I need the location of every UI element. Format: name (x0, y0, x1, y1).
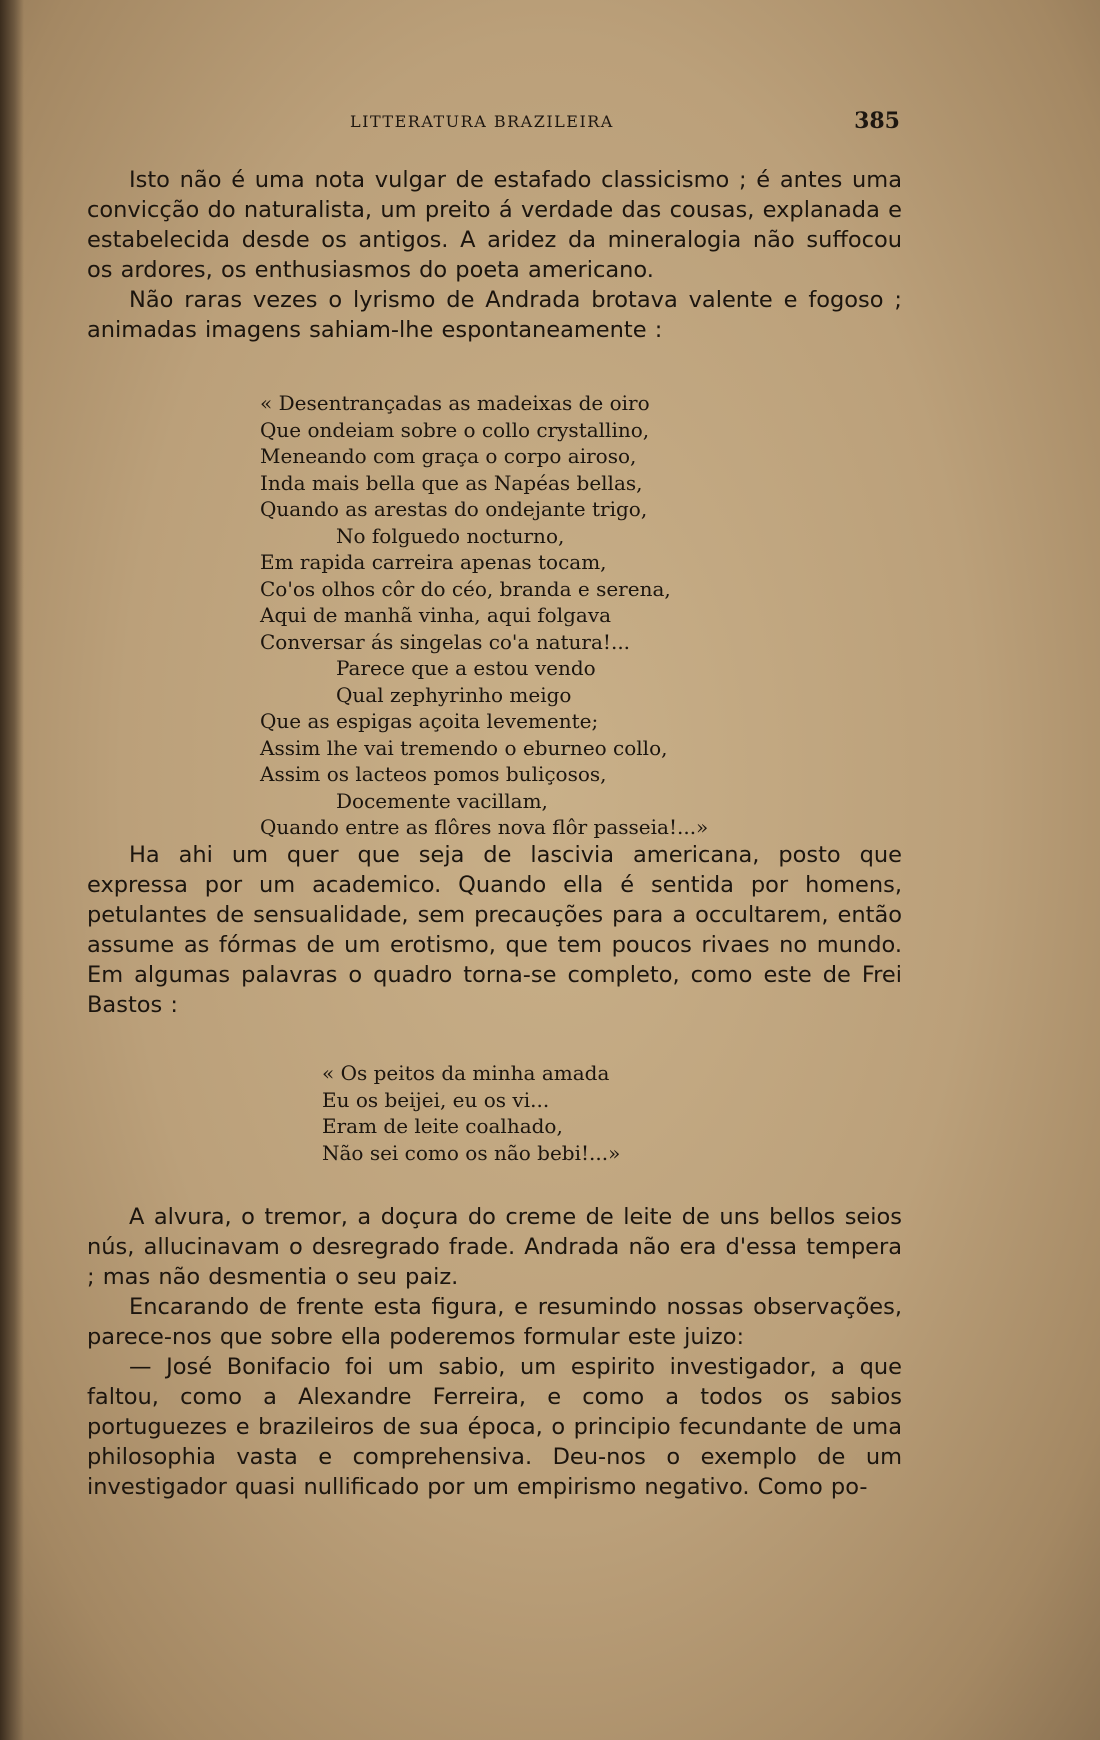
running-title: LITTERATURA BRAZILEIRA (350, 112, 614, 131)
verse-line: « Os peitos da minha amada (322, 1061, 610, 1085)
verse-line: Qual zephyrinho meigo (336, 682, 572, 707)
paragraph-1: Isto não é uma nota vulgar de estafado classicismo ; é antes uma convicção do naturalista, um preito á verdade das cousas, explanada e estabelecida desde os antigos. A aridez da mineralogia não suffocou os ardores, os enthusiasmos do poeta americano. (87, 167, 902, 283)
verse-line: Não sei como os não bebi!...» (322, 1140, 621, 1165)
verse-line: Que ondeiam sobre o collo crystallino, (260, 417, 650, 442)
page-edge-shadow (0, 0, 24, 1740)
paragraph-4: A alvura, o tremor, a doçura do creme de leite de uns bellos seios nús, allucinavam o desregrado frade. Andrada não era d'essa tempera ; mas não desmentia o seu paiz. (87, 1204, 902, 1290)
prose-block-2 (87, 840, 902, 1020)
verse-line: Eu os beijei, eu os vi... (322, 1087, 550, 1112)
verse-line: Docemente vacillam, (336, 788, 548, 813)
paragraph-2: Não raras vezes o lyrismo de Andrada brotava valente e fogoso ; animadas imagens sahiam-lhe espontaneamente : (87, 287, 902, 343)
verse-line: Em rapida carreira apenas tocam, (260, 550, 607, 574)
paragraph-3: Ha ahi um quer que seja de lascivia americana, posto que expressa por um academico. Quando ella é sentida por homens, petulantes de sensualidade, sem precauções para a occultarem, então assume as fórmas de um erotismo, que tem poucos rivaes no mundo. Em algumas palavras o quadro torna-se completo, como este de Frei Bastos : (87, 842, 902, 1018)
prose-block-3 (87, 1202, 902, 1502)
page-header (88, 108, 900, 142)
verse-quote-andrada (260, 390, 708, 841)
verse-line: « Desentrançadas as madeixas de oiro (260, 391, 650, 415)
verse-line: Co'os olhos côr do céo, branda e serena, (260, 576, 671, 601)
verse-line: Inda mais bella que as Napéas bellas, (260, 470, 643, 495)
verse-line: Quando entre as flôres nova flôr passeia!...» (260, 815, 709, 839)
verse-line: Aqui de manhã vinha, aqui folgava (260, 603, 612, 627)
verse-line: Assim lhe vai tremendo o eburneo collo, (260, 735, 668, 760)
prose-block-1 (87, 165, 902, 345)
verse-line: Meneando com graça o corpo airoso, (260, 444, 637, 468)
verse-line: No folguedo nocturno, (336, 523, 565, 548)
page-number: 385 (854, 108, 900, 134)
verse-line: Assim os lacteos pomos buliçosos, (260, 762, 607, 786)
paragraph-5: Encarando de frente esta figura, e resumindo nossas observações, parece-nos que sobre ella poderemos formular este juizo: (87, 1294, 902, 1350)
verse-line: Quando as arestas do ondejante trigo, (260, 497, 648, 521)
verse-line: Conversar ás singelas co'a natura!... (260, 629, 631, 654)
verse-quote-frei-bastos (322, 1060, 620, 1166)
verse-line: Que as espigas açoita levemente; (260, 709, 599, 733)
verse-line: Eram de leite coalhado, (322, 1114, 563, 1138)
verse-line: Parece que a estou vendo (336, 656, 596, 680)
paragraph-6: — José Bonifacio foi um sabio, um espirito investigador, a que faltou, como a Alexandre Ferreira, e como a todos os sabios portuguezes e brazileiros de sua época, o principio fecundante de uma philosophia vasta e comprehensiva. Deu-nos o exemplo de um investigador quasi nullificado por um empirismo negativo. Como po- (87, 1354, 902, 1500)
